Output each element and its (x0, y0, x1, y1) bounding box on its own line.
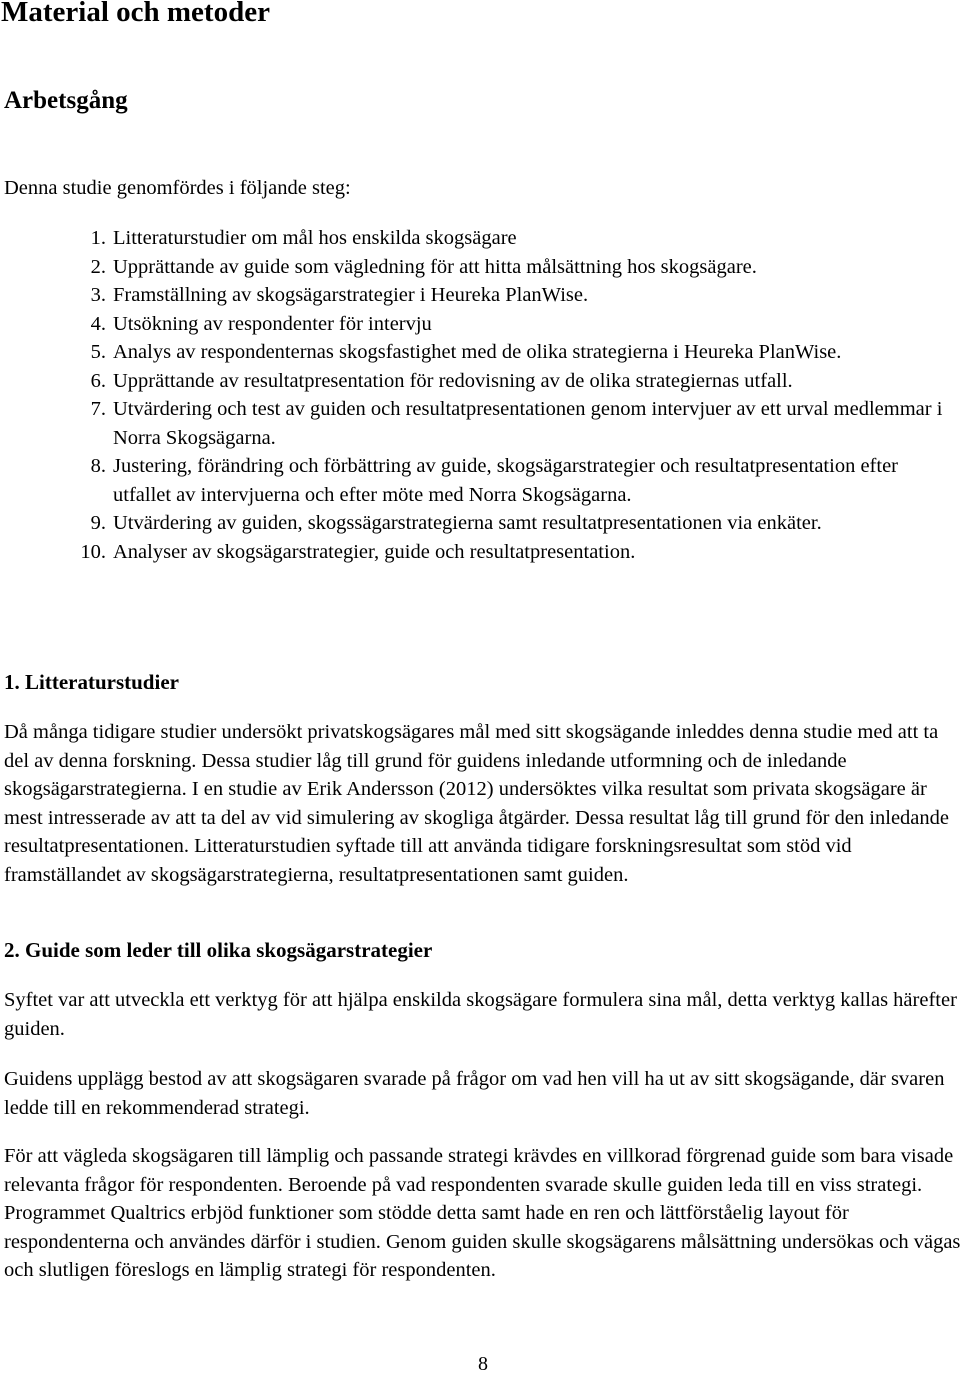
list-item (0, 224, 950, 253)
list-item (0, 538, 950, 567)
list-item-text: Utvärdering av guiden, skogssägarstrategierna samt resultatpresentationen via enkäter. (113, 512, 822, 534)
list-item-number: 5. (90, 341, 106, 363)
list-item (0, 509, 950, 538)
list-item-text: Justering, förändring och förbättring av guide, skogsägarstrategier och resultatpresentation efter utfallet av intervjuerna och efter möte med Norra Skogsägarna. (113, 455, 898, 506)
list-item-number: 1. (90, 227, 106, 249)
list-item (0, 253, 950, 282)
page-number: 8 (478, 1353, 488, 1375)
steps-list (0, 224, 950, 566)
list-item-number: 2. (90, 255, 106, 278)
paragraph-guide-syfte: Syftet var att utveckla ett verktyg för att hjälpa enskilda skogsägare formulera sina mål, detta verktyg kallas härefter guiden. (4, 989, 957, 1040)
list-item-number: 8. (90, 455, 106, 477)
list-item-text: Litteraturstudier om mål hos enskilda skogsägare (113, 227, 517, 249)
list-item-text: Utvärdering och test av guiden och resultatpresentationen genom intervjuer av ett urval medlemmar i Norra Skogsägarna. (113, 398, 943, 449)
list-item-text: Framställning av skogsägarstrategier i Heureka PlanWise. (113, 284, 589, 306)
list-item-number: 4. (90, 312, 106, 335)
list-item (0, 310, 950, 339)
list-item-text: Upprättande av guide som vägledning för att hitta målsättning hos skogsägare. (113, 255, 757, 278)
section-heading-arbetsgang: Arbetsgång (4, 87, 128, 114)
list-item (0, 338, 950, 367)
section-heading-guide: 2. Guide som leder till olika skogsägarstrategier (4, 938, 433, 962)
page-title: Material och metoder (1, 0, 270, 28)
list-item (0, 395, 950, 452)
list-item-number: 10. (80, 540, 106, 563)
list-item-number: 7. (90, 398, 106, 420)
list-item-text: Analys av respondenternas skogsfastighet med de olika strategierna i Heureka PlanWise. (113, 341, 842, 363)
list-item-number: 3. (90, 284, 106, 306)
list-item (0, 281, 950, 310)
list-item-text: Utsökning av respondenter för intervju (113, 312, 432, 335)
intro-text: Denna studie genomfördes i följande steg: (4, 177, 351, 199)
list-item-number: 6. (90, 369, 106, 392)
section-heading-litteraturstudier: 1. Litteraturstudier (4, 670, 179, 694)
list-item (0, 367, 950, 396)
list-item-text: Upprättande av resultatpresentation för redovisning av de olika strategiernas utfall. (113, 369, 793, 392)
paragraph-guide-vagledning: För att vägleda skogsägaren till lämplig och passande strategi krävdes en villkorad förgrenad guide som bara visade relevanta frågor för respondenten. Beroende på vad respondenten svarade skulle guiden leda till en viss strategi. Programmet Qualtrics erbjöd funktioner som stödde detta samt hade en ren och lättförståelig layout för respondenterna och användes därför i studien. Genom guiden skulle skogsägarens målsättning undersökas och vägas och slutligen föreslogs en lämplig strategi för respondenten. (4, 1145, 960, 1282)
list-item (0, 452, 950, 509)
list-item-number: 9. (90, 512, 106, 534)
paragraph-guide-upplagg: Guidens upplägg bestod av att skogsägaren svarade på frågor om vad hen vill ha ut av sitt skogsägande, där svaren ledde till en rekommenderad strategi. (4, 1068, 945, 1119)
list-item-text: Analyser av skogsägarstrategier, guide och resultatpresentation. (113, 540, 636, 563)
paragraph-litteraturstudier: Då många tidigare studier undersökt privatskogsägares mål med sitt skogsägande inleddes denna studie med att ta del av denna forskning. Dessa studier låg till grund för guidens inledande utformning och de inledande skogsägarstrategierna. I en studie av Erik Andersson (2012) undersöktes vilka resultat som privata skogsägare är mest intresserade av att ta del av vid simulering av skogliga åtgärder. Dessa resultat låg till grund för den inledande resultatpresentationen. Litteraturstudien syftade till att använda tidigare forskningsresultat som stöd vid framställandet av skogsägarstrategierna, resultatpresentationen samt guiden. (4, 721, 949, 886)
